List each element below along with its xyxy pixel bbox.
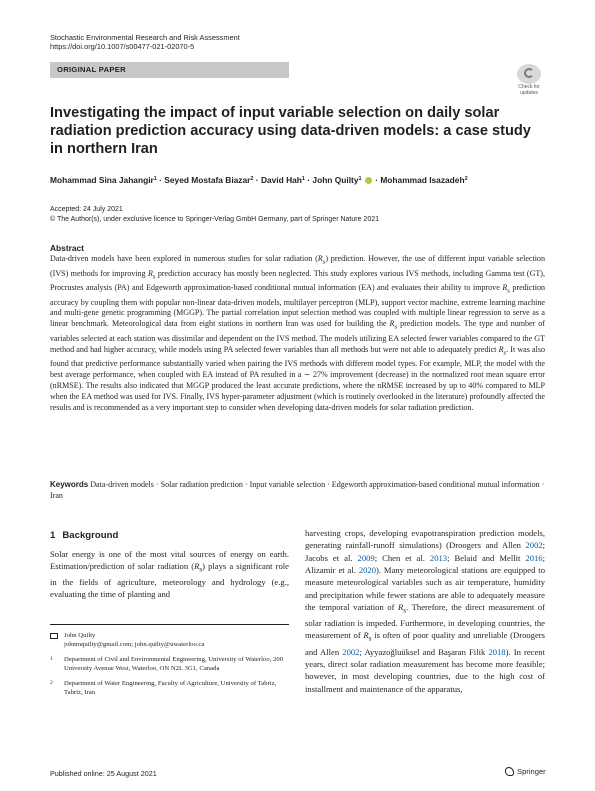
keywords-list: Data-driven models · Solar radiation prediction · Input variable selection · Edgeworth approximation-based conditional mutual information · Iran <box>50 480 545 500</box>
citation-link[interactable]: 2018 <box>488 646 506 657</box>
affiliation-mark: 1 <box>153 176 157 182</box>
envelope-icon <box>50 633 58 639</box>
section-title: Background <box>62 530 119 541</box>
paper-title: Investigating the impact of input variable selection on daily solar radiation prediction accuracy using data-driven models: a case study in northern Iran <box>50 105 531 157</box>
corresponding-name: John Quilty <box>64 632 96 639</box>
author-name[interactable]: David Hah <box>260 175 302 185</box>
accepted-date: Accepted: 24 July 2021 <box>50 206 123 213</box>
section-heading <box>50 530 118 541</box>
author-name[interactable]: Mohammad Sina Jahangir <box>50 175 154 185</box>
body-column-right: harvesting crops, developing evapotranspiration prediction models, generating rainfall-runoff simulations) (Droogers and Allen 2002; Jacobs et al. 2009; Chen et al. 2013; Belaid and Mellit 2016; Alizamir et al. 2020). Many meteorological stations are equipped to measure meteorological variables such as air temperature, humidity and precipitation while fewer stations are able to adequately measure the temporal variation of $R_s$. Therefore, the direct measurement of solar radiation is impeded. Furthermore, in developing countries, the measurement of $R_s$ is often of poor quality and unreliable (Droogers and Allen 2002; Ayyazoğluüksel and Başaran Filik 2018). In recent years, direct solar radiation measurement has become more feasible; however, in most developing countries, due to the high cost of installment and maintenance of the apparatus, <box>305 528 546 694</box>
citation-link[interactable]: 2009 <box>357 552 375 563</box>
check-updates-icon <box>517 64 541 84</box>
separator: · <box>156 175 165 185</box>
footnotes <box>50 624 289 703</box>
author-list <box>50 174 550 186</box>
body-column-left: Solar energy is one of the most vital sources of energy on earth. Estimation/prediction of solar radiation $(R_s)$ plays a significant role in the fields of agriculture, meteorology and hydrology (e.g., evaluating the time of planting and <box>50 549 289 599</box>
affiliation-1 <box>50 655 289 673</box>
citation-link[interactable]: 2002 <box>342 646 360 657</box>
paper-type-banner <box>50 62 289 78</box>
affiliation-mark: 1 <box>358 176 362 182</box>
paper-type-label: ORIGINAL PAPER <box>57 65 126 74</box>
abstract-heading: Abstract <box>50 243 84 253</box>
check-for-updates-button[interactable] <box>512 64 546 100</box>
author-name[interactable]: Mohammad Isazadeh <box>380 175 465 185</box>
separator: · <box>253 175 261 185</box>
publisher-name: Springer <box>517 767 546 776</box>
journal-header <box>50 33 240 51</box>
check-updates-line1: Check for <box>518 84 540 90</box>
separator: · <box>304 175 313 185</box>
affiliation-mark: 2 <box>250 176 254 182</box>
publisher-logo <box>505 767 546 776</box>
affiliation-number: 1 <box>50 656 53 662</box>
keywords <box>50 479 545 501</box>
affiliation-text: Department of Civil and Environmental Engineering, University of Waterloo, 200 University Avenue West, Waterloo, ON N2L 3G1, Canada <box>64 656 284 672</box>
citation-link[interactable]: 2016 <box>525 552 543 563</box>
affiliation-2 <box>50 679 289 697</box>
springer-horse-icon <box>505 767 514 776</box>
orcid-icon[interactable] <box>365 177 372 184</box>
published-online: Published online: 25 August 2021 <box>50 769 157 778</box>
affiliation-mark: 1 <box>301 176 305 182</box>
citation-link[interactable]: 2020 <box>358 565 377 576</box>
citation-link[interactable]: 2002 <box>525 540 543 551</box>
affiliation-mark: 2 <box>464 176 468 182</box>
copyright-line: © The Author(s), under exclusive licence to Springer-Verlag GmbH Germany, part of Springer Nature 2021 <box>50 216 379 223</box>
affiliation-text: Department of Water Engineering, Faculty of Agriculture, University of Tabriz, Tabriz, Iran <box>64 680 277 696</box>
separator: · <box>372 175 381 185</box>
citation-link[interactable]: 2013 <box>429 552 448 563</box>
check-updates-line2: updates <box>520 89 538 96</box>
corresponding-author <box>50 631 289 649</box>
publication-dates <box>50 205 379 225</box>
affiliation-number: 2 <box>50 680 53 686</box>
author-name[interactable]: Seyed Mostafa Biazar <box>164 175 251 185</box>
corresponding-email[interactable]: johnmquilty@gmail.com; john.quilty@uwaterloo.ca <box>64 641 205 648</box>
author-name[interactable]: John Quilty <box>312 175 359 185</box>
doi-link[interactable]: https://doi.org/10.1007/s00477-021-02070-5 <box>50 42 195 51</box>
section-number: 1 <box>50 530 56 541</box>
abstract-text: Data-driven models have been explored in numerous studies for solar radiation $(R_s)$ prediction. However, the use of different input variable selection (IVS) methods for improving $R_s$ prediction accuracy has mostly been neglected. This study explores various IVS methods, including Gamma test (GT), Procrustes analysis (PA) and Edgeworth approximation-based conditional mutual information (EA) and evaluates their ability to improve $R_s$ prediction accuracy by coupling them with popular non-linear data-driven models, multilayer perceptron (MLP), support vector machine, extreme learning machine and multi-gene genetic programming (MGGP). The partial correlation input selection method was coupled with multiple linear regression to serve as a linear benchmark. Meteorological data from eight stations in northern Iran was used for building the $R_s$ prediction models. The type and number of variables selected at each station was dissimilar and dependent on the IVS method. The models utilizing EA selected fewer variables compared to the GT method and had higher accuracy, while models using PA selected fewer variables than all methods but were not able to adequately predict $R_s$. It was also found that predictive performance substantially varied when pairing the IVS methods with different model types. For example, MLP, the model with the best average performance, when coupled with EA instead of PA resulted in a ∼ 27% improvement (decrease) in the normalized root mean square error (nRMSE). The results also indicated that MGGP produced the least accurate predictions, where the nRMSE increased by up to 40% compared to MLP when the EA method was used for IVS. Finally, IVS hyper-parameter adjustment (which is routinely overlooked in the literature) profoundly affected the results and is recommended as a very important step to consider when developing data-driven models for solar radiation prediction. <box>50 254 546 412</box>
keywords-label: Keywords <box>50 480 89 489</box>
journal-name: Stochastic Environmental Research and Risk Assessment <box>50 33 240 42</box>
